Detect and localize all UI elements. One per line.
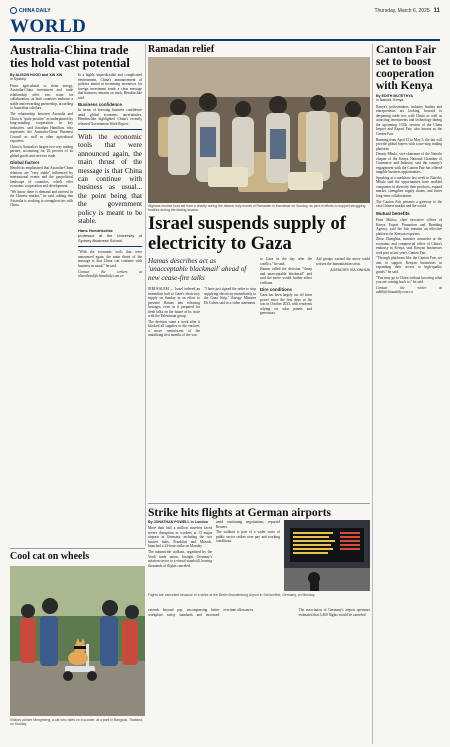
ramadan-caption: Afghans receive food aid from a charity during the Islamic holy month of Ramadan in Kandahar on Sunday, as part of efforts to support struggling families during the fasting season. — [148, 204, 366, 213]
paragraph: Hendricks emphasized that Australia-China relations are "very stable" influenced by international events and the geopolitical landscape of countries, which offer economic cooperation and development. — [10, 166, 73, 189]
ramadan-title: Ramadan relief — [148, 44, 215, 55]
paragraph: Hamas called the decision "cheap and unacceptable blackmail" and said the move would further affect civilians. — [260, 267, 312, 285]
paragraph: Gaza has been largely cut off from power since the first days of the war in October 2023, with residents relying on solar panels and generators. — [260, 293, 312, 316]
paragraph: amid continuing negotiations, reported Reuters. — [216, 520, 280, 529]
paragraph: Speaking at a roadshow last week in Nairobi, Mbulo said the opportunities have enabled companies to diversify their products, expand market, strengthen supply chains, and foster long-term collaborations. — [376, 175, 442, 198]
paragraph: JERUSALEM — Israel ordered an immediate halt to Gaza's electricity supply on Sunday in an effort to pressure Hamas into releasing hostages, even as it prepared for fresh talks on the future of its truce with the Palestinian group. — [148, 287, 200, 318]
paragraph: to Gaza in the day after the conflict," he said. — [260, 257, 312, 266]
paragraph: The association of Germany's airport operators estimated that 3,400 flights would be canceled. — [298, 608, 370, 617]
israel-col-1 — [148, 287, 200, 502]
israel-col-4 — [316, 257, 370, 502]
subhead: Business confidence — [78, 101, 122, 107]
paragraph: The Canton Fair presents a gateway to the vast Chinese market and the world. — [376, 199, 442, 209]
section-title: WORLD — [10, 16, 87, 37]
paragraph: Kenya's policymakers, industry leaders and entrepreneurs are looking forward to deepening trade ties with China as well as attracting investments and technology during the upcoming 137th session of the China Import and Export Fair, also known as the Canton Fair. — [376, 104, 442, 136]
paragraph: More than half a million travelers faced severe disruption as workers at 13 major airports in Germany, including the two busiest hubs, Frankfurt and Munich, launched a 24-hour strike on Monday. — [148, 526, 212, 549]
paragraph: extends beyond pay, encompassing better workplace safety standards and increased overtime allowances. — [148, 608, 254, 617]
coolcat-photo-art — [10, 566, 145, 716]
paragraph: Peter Mutiso, chief executive officer of Kenya Export Promotion and Branding Agency, said the fair remains an effective platform for Kenyan exporters. — [376, 218, 442, 236]
story-divider — [10, 548, 145, 549]
paragraph: Firms agricultural to clean energy, Australia-China investment and trade relationship offer vast room for collaboration, as both countries embrace a stable and rewarding partnership, according to Australian scholars. — [10, 83, 73, 111]
contact-line: Contact the writers at alisonhood@chinadaily.com.cn — [78, 269, 142, 279]
paragraph: The decision came a week after it blocked all supplies to the enclave, a move reminiscent of the tantalizing first months of the war. — [148, 319, 200, 338]
logo-mark-icon — [10, 7, 17, 14]
paragraph: Running from April 15 to May 5, the fair will provide global buyers with a one-stop trading platform. — [376, 137, 442, 151]
israel-deck: Hamas describes act as 'unacceptable blackmail' ahead of new cease-fire talks — [148, 257, 247, 282]
section-rule — [10, 39, 440, 41]
paragraph: The walkout is part of a wider wave of public sector strikes over pay and working conditions. — [216, 530, 280, 544]
paragraph: The nationwide walkout, organized by the Verdi trade union, brought Germany's aviation sector to a virtual standstill, leaving thousands of flights canceled. — [148, 550, 212, 568]
byline-names: By ALISON HOOD and XIN XIN — [10, 73, 63, 77]
paragraph: Aid groups warned the move could worsen the humanitarian crisis. — [316, 257, 370, 266]
israel-headline: Israel suspends supply of electricity to Gaza — [148, 214, 346, 254]
column-divider — [372, 44, 373, 744]
paragraph: China is Australia's largest two-way trading partner, accounting for 26 percent of its global goods and services trade. — [10, 144, 73, 158]
coolcat-photo — [10, 566, 145, 716]
byline-names: By JONATHAN POWELL in London — [148, 520, 208, 524]
paragraph: In a highly unpredictable and complicated environment, China's announcement of policies aimed at increasing incentives for foreign investment sends a clear message that business remains on track, Hendrischke said. — [78, 73, 142, 100]
paragraph: "We know there is demand and interest in the Chinese market," he said, adding that Australia is working to strengthen ties with China. — [10, 189, 73, 208]
contact-line: Contact the writer at edith@chinadaily.com.cn — [376, 285, 442, 295]
strike-caption: Flights are cancelled because of a strike at the Berlin Brandenburg Airport in Schönefeld, Germany, on Monday. — [148, 593, 316, 597]
strike-headline: Strike hits flights at German airports — [148, 507, 332, 519]
australia-byline — [10, 73, 73, 82]
ramadan-photo — [148, 57, 370, 203]
australia-headline: Australia-China trade ties hold vast potential — [10, 43, 130, 70]
subhead: Dire conditions — [260, 286, 292, 292]
paragraph: Dennis Mbulo, vice-chairman of the Nairobi chapter of the Kenya National Chamber of Commerce and Industry, said the country's engagement with the Canton Fair has offered tangible business opportunities. — [376, 152, 442, 175]
pull-quote-name: Hans Hendrischke — [78, 228, 113, 234]
pull-quote-attribution — [78, 228, 142, 243]
paragraph: "With the economic tools that were announced again, the main thrust of the message is that China can continue with business as usual," he said. — [78, 250, 142, 268]
paragraph: "I have just signed the order to stop supplying electricity immediately to the Gaza Strip," Energy Minister Eli Cohen said in a video statement. — [204, 287, 256, 305]
byline-names: By EDITH MUTETHYA — [376, 94, 414, 98]
strike-photo — [284, 520, 370, 591]
coolcat-caption: Visitors admire Mengmeng, a cat who rides on a scooter, at a park in Bangkok, Thailand, on Sunday. — [10, 718, 143, 727]
australia-col-2 — [78, 73, 142, 548]
subhead: Mutual benefits — [376, 210, 410, 216]
strike-byline — [148, 520, 212, 524]
pull-quote-role: professor at the University of Sydney Business School — [78, 233, 142, 244]
story-divider — [148, 503, 370, 504]
australia-col-1 — [10, 73, 73, 548]
paragraph: The relationship between Australia and China is "quite positive" as underpinned by long-standing cooperation in key industries, said Jonathan Hamilton, who represents the Australia-China Business Council as well as other agricultural exporters. — [10, 112, 73, 143]
paragraph: In terms of boosting business confidence amid global economic uncertainties, Hendrischke highlighted China's recently released Government Work Report. — [78, 108, 142, 126]
canton-byline — [376, 94, 442, 103]
ramadan-photo-art — [148, 57, 370, 203]
paper-name: CHINA DAILY — [19, 7, 51, 14]
paragraph: "You may go to China without knowing what you are coming back to," he said. — [376, 275, 442, 285]
strike-body-lower — [148, 608, 370, 745]
byline-location: in Sydney — [10, 77, 26, 82]
page-number: 11 — [433, 7, 440, 14]
issue-date: Thursday, March 6, 2025 — [374, 7, 430, 14]
canton-headline: Canton Fair set to boost cooperation with Kenya — [376, 44, 437, 92]
agency-credit: AGENCIES VIA XINHUA — [330, 268, 370, 272]
byline-location: in Nairobi, Kenya — [376, 98, 404, 103]
israel-col-3 — [260, 257, 312, 502]
canton-col — [376, 94, 442, 744]
paper-logo — [10, 7, 51, 14]
coolcat-headline: Cool cat on wheels — [10, 551, 90, 562]
strike-photo-art — [284, 520, 370, 591]
paragraph: Zhou Zhonghua, minister counselor at the economic and commercial office of China's embassy in Kenya, said Kenyan businesses took part in last year's Canton Fair. — [376, 237, 442, 255]
subhead: Global factors — [10, 159, 40, 165]
masthead — [10, 6, 440, 15]
column-divider — [145, 44, 146, 546]
pull-quote — [78, 129, 142, 247]
israel-col-2 — [204, 287, 256, 502]
paragraph: "Through platforms like the Canton Fair, we aim to support Kenyan businesses in expanding their access to high-quality goods," he said. — [376, 256, 442, 274]
pull-quote-text: With the economic tools that were announced again, the main thrust of the message is that China can continue with business as usual... the point being that the government policy is meant to be stable. — [78, 133, 142, 226]
